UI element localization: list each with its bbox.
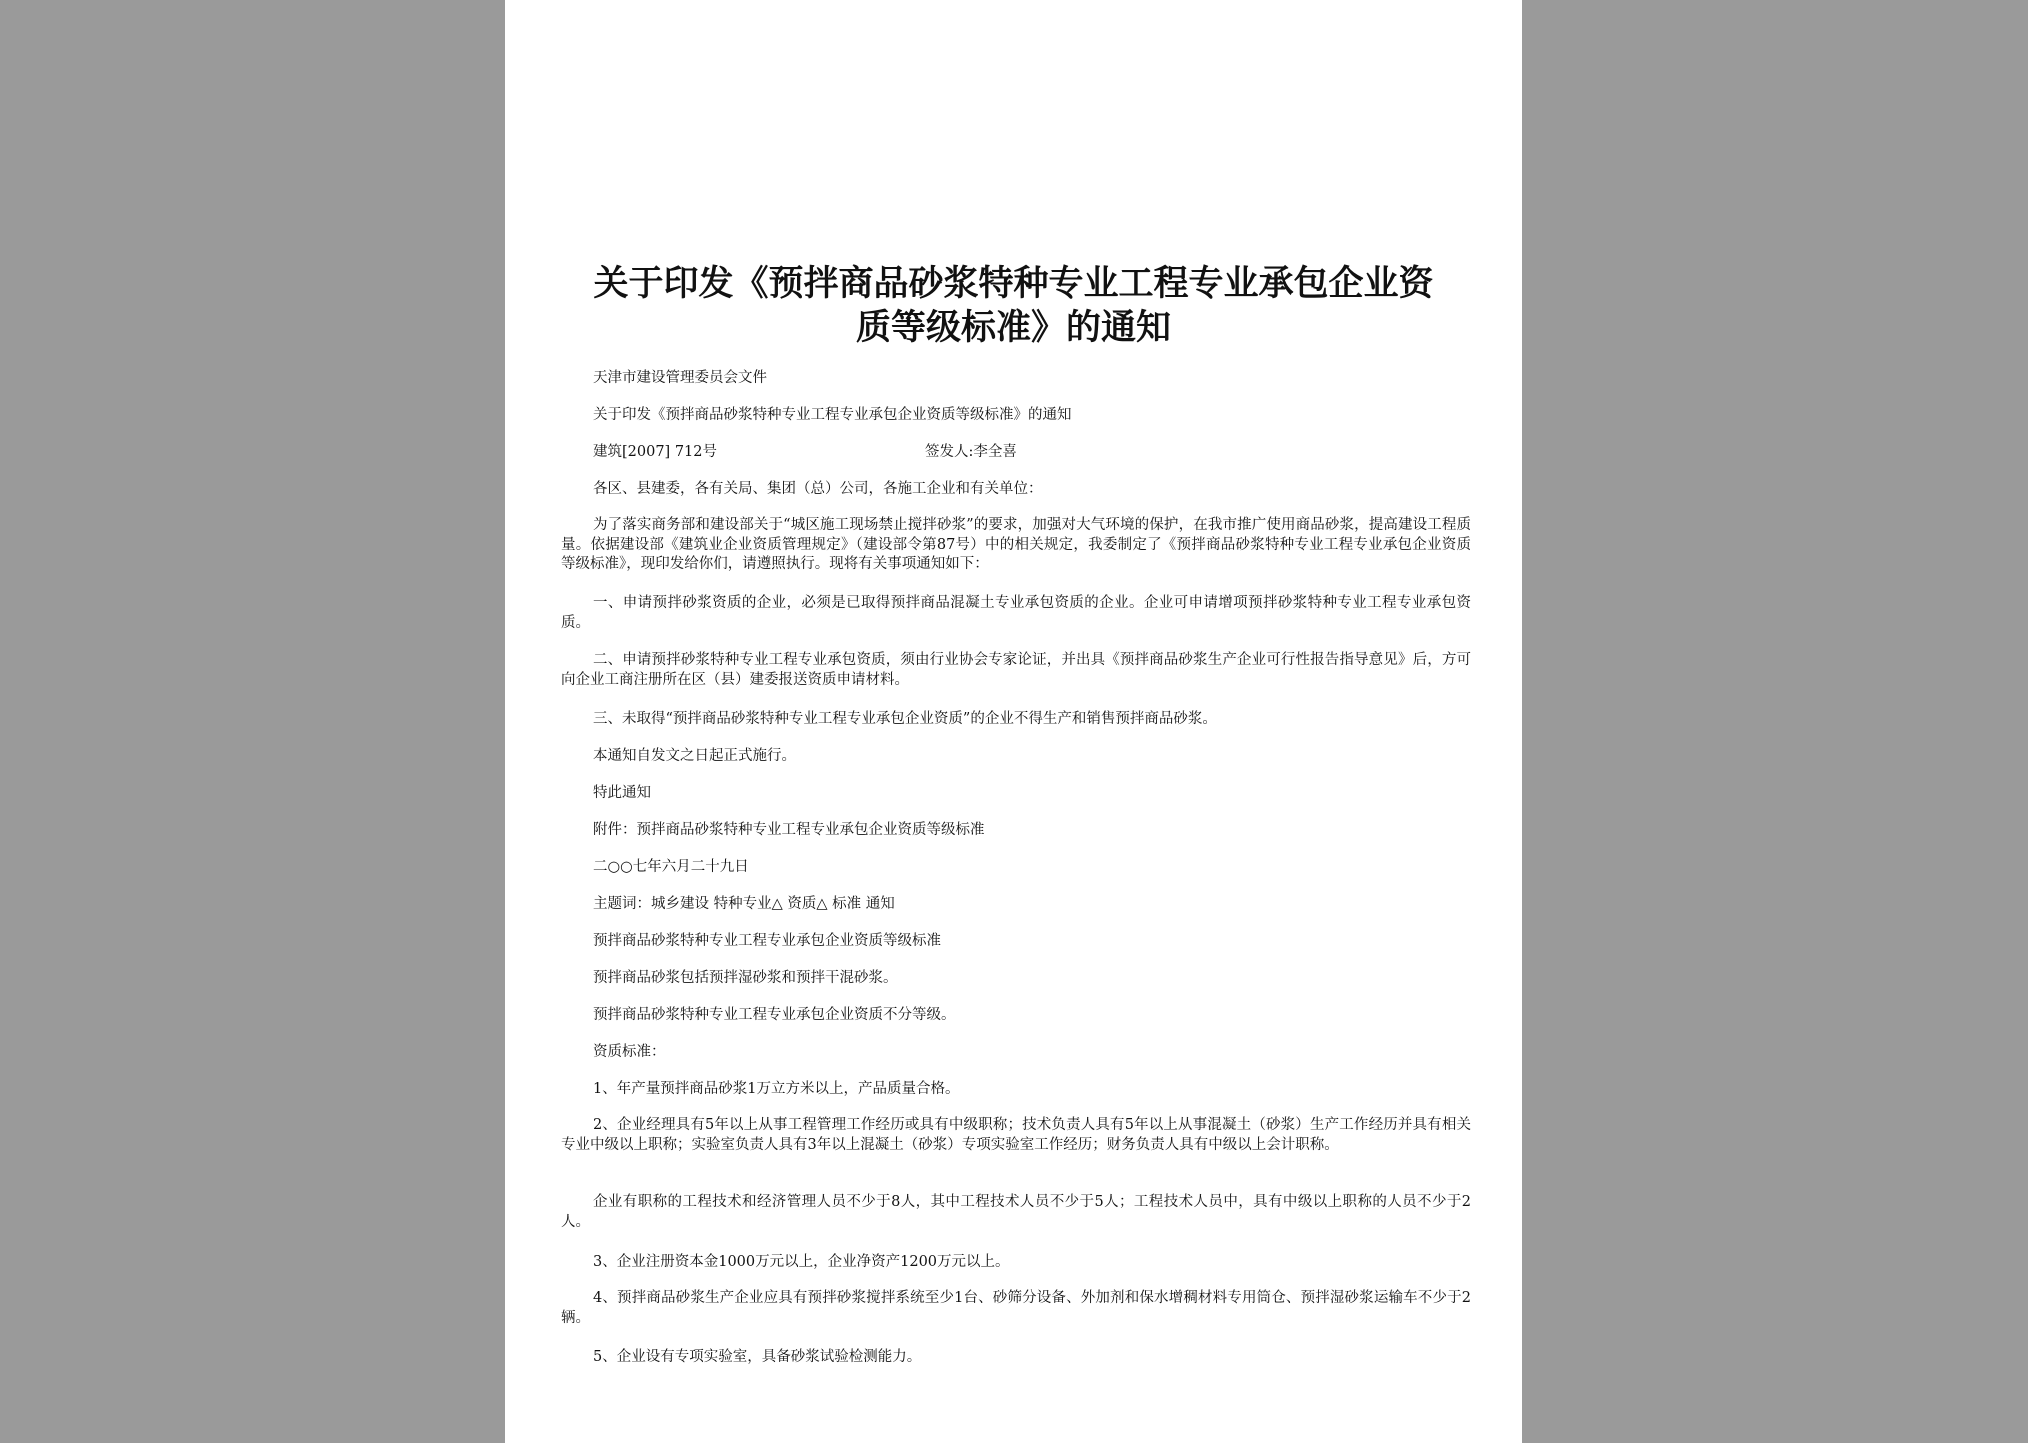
closing-line: 特此通知 (593, 785, 651, 801)
criterion-5: 5、企业设有专项实验室，具备砂浆试验检测能力。 (593, 1349, 922, 1365)
intro-paragraph: 为了落实商务部和建设部关于“城区施工现场禁止搅拌砂浆”的要求，加强对大气环境的保护，在我市推广使用商品砂浆，提高建设工程质量。依据建设部《建筑业企业资质管理规定》（建设部令第87号）中的相关规定，我委制定了《预拌商品砂浆特种专业工程专业承包企业资质等级标准》，现印发给你们，请遵照执行。现将有关事项通知如下： (561, 517, 1471, 572)
signer: 签发人:李全喜 (925, 444, 1017, 460)
document-number: 建筑[2007] 712号 (593, 444, 718, 460)
effective-line: 本通知自发文之日起正式施行。 (593, 748, 796, 764)
item-3-paragraph: 三、未取得“预拌商品砂浆特种专业工程专业承包企业资质”的企业不得生产和销售预拌商品砂浆。 (593, 711, 1217, 727)
keywords-line: 主题词：城乡建设 特种专业△ 资质△ 标准 通知 (593, 896, 895, 912)
criterion-4: 4、预拌商品砂浆生产企业应具有预拌砂浆搅拌系统至少1台、砂筛分设备、外加剂和保水增稠材料专用筒仓、预拌湿砂浆运输车不少于2辆。 (561, 1290, 1471, 1326)
standard-grade: 预拌商品砂浆特种专业工程专业承包企业资质不分等级。 (593, 1007, 956, 1023)
title-line-1: 关于印发《预拌商品砂浆特种专业工程专业承包企业资 (593, 263, 1434, 304)
subject-line: 关于印发《预拌商品砂浆特种专业工程专业承包企业资质等级标准》的通知 (593, 407, 1072, 423)
date-line: 二○○七年六月二十九日 (593, 859, 749, 875)
item-1-paragraph: 一、申请预拌砂浆资质的企业，必须是已取得预拌商品混凝土专业承包资质的企业。企业可申请增项预拌砂浆特种专业工程专业承包资质。 (561, 595, 1471, 631)
document-page (505, 0, 1522, 1443)
criterion-3: 3、企业注册资本金1000万元以上，企业净资产1200万元以上。 (593, 1254, 1010, 1270)
criterion-2: 2、企业经理具有5年以上从事工程管理工作经历或具有中级职称；技术负责人具有5年以上从事混凝土（砂浆）生产工作经历并具有相关专业中级以上职称；实验室负责人具有3年以上混凝土（砂浆）专项实验室工作经历；财务负责人具有中级以上会计职称。 (561, 1117, 1471, 1153)
criterion-2-staff: 企业有职称的工程技术和经济管理人员不少于8人，其中工程技术人员不少于5人；工程技术人员中，具有中级以上职称的人员不少于2人。 (561, 1194, 1471, 1230)
item-2-paragraph: 二、申请预拌砂浆特种专业工程专业承包资质，须由行业协会专家论证，并出具《预拌商品砂浆生产企业可行性报告指导意见》后，方可向企业工商注册所在区（县）建委报送资质申请材料。 (561, 652, 1471, 688)
issuer-line: 天津市建设管理委员会文件 (593, 370, 767, 386)
attachment-line: 附件：预拌商品砂浆特种专业工程专业承包企业资质等级标准 (593, 822, 985, 838)
standard-header: 资质标准： (593, 1044, 666, 1060)
document-title (545, 262, 1482, 350)
standard-title: 预拌商品砂浆特种专业工程专业承包企业资质等级标准 (593, 933, 941, 949)
criterion-1: 1、年产量预拌商品砂浆1万立方米以上，产品质量合格。 (593, 1081, 960, 1097)
standard-scope: 预拌商品砂浆包括预拌湿砂浆和预拌干混砂浆。 (593, 970, 898, 986)
addressee: 各区、县建委，各有关局、集团（总）公司，各施工企业和有关单位： (593, 481, 1043, 497)
title-line-2: 质等级标准》的通知 (855, 307, 1171, 348)
